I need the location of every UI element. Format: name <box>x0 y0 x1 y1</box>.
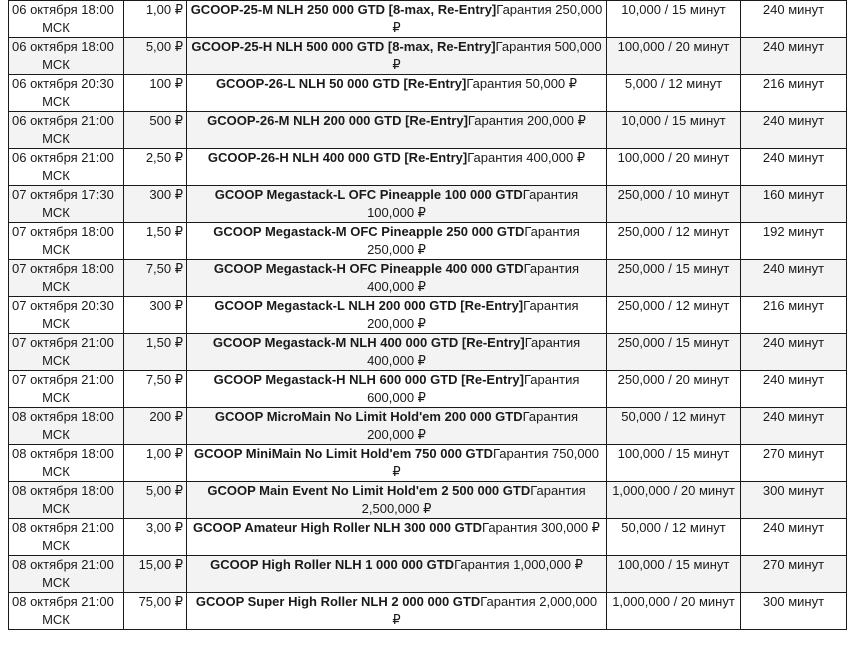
stack-blinds-cell: 50,000 / 12 минут <box>607 408 741 445</box>
buyin-cell: 7,50 ₽ <box>124 260 187 297</box>
start-time-cell <box>9 556 124 593</box>
guarantee-text: Гарантия 200,000 ₽ <box>367 409 579 442</box>
tournament-name: GCOOP Amateur High Roller NLH 300 000 GTD <box>193 520 483 535</box>
table-row <box>9 75 847 112</box>
start-time-cell <box>9 445 124 482</box>
timezone: МСК <box>42 205 70 220</box>
buyin-cell: 1,50 ₽ <box>124 334 187 371</box>
guarantee-text: Гарантия 400,000 ₽ <box>367 335 581 368</box>
tournament-name: GCOOP Megastack-H OFC Pineapple 400 000 GTD <box>213 261 524 276</box>
start-time-cell <box>9 482 124 519</box>
stack-blinds-cell: 1,000,000 / 20 минут <box>607 593 741 630</box>
table-row <box>9 1 847 38</box>
buyin-cell: 1,00 ₽ <box>124 445 187 482</box>
duration-cell: 300 минут <box>741 482 847 519</box>
tournament-name-cell <box>187 556 607 593</box>
buyin-cell: 15,00 ₽ <box>124 556 187 593</box>
table-row <box>9 223 847 260</box>
table-row <box>9 445 847 482</box>
guarantee-text: Гарантия 250,000 ₽ <box>392 2 603 35</box>
start-date: 06 октября 21:00 <box>12 150 114 165</box>
start-time-cell <box>9 75 124 112</box>
start-time-cell <box>9 38 124 75</box>
duration-cell: 240 минут <box>741 1 847 38</box>
tournament-name-cell <box>187 297 607 334</box>
guarantee-text: Гарантия 750,000 ₽ <box>392 446 600 479</box>
timezone: МСК <box>42 279 70 294</box>
start-date: 06 октября 21:00 <box>12 113 114 128</box>
tournament-name-cell <box>187 223 607 260</box>
guarantee-text: Гарантия 300,000 ₽ <box>482 520 600 535</box>
timezone: МСК <box>42 131 70 146</box>
start-time-cell <box>9 408 124 445</box>
timezone: МСК <box>42 538 70 553</box>
duration-cell: 192 минут <box>741 223 847 260</box>
start-date: 07 октября 18:00 <box>12 224 114 239</box>
stack-blinds-cell: 5,000 / 12 минут <box>607 75 741 112</box>
duration-cell: 240 минут <box>741 408 847 445</box>
duration-cell: 240 минут <box>741 371 847 408</box>
guarantee-text: Гарантия 200,000 ₽ <box>367 298 579 331</box>
stack-blinds-cell: 100,000 / 15 минут <box>607 445 741 482</box>
guarantee-text: Гарантия 400,000 ₽ <box>367 261 580 294</box>
tournament-name: GCOOP-25-M NLH 250 000 GTD [8-max, Re-Entry] <box>190 2 497 17</box>
tournament-name-cell <box>187 149 607 186</box>
tournament-name: GCOOP Megastack-L OFC Pineapple 100 000 GTD <box>214 187 523 202</box>
tournament-name: GCOOP Megastack-M NLH 400 000 GTD [Re-Entry] <box>212 335 525 350</box>
duration-cell: 240 минут <box>741 334 847 371</box>
tournament-name-cell <box>187 445 607 482</box>
timezone: МСК <box>42 612 70 627</box>
start-time-cell <box>9 223 124 260</box>
tournament-name-cell <box>187 75 607 112</box>
start-date: 06 октября 18:00 <box>12 39 114 54</box>
table-row <box>9 38 847 75</box>
timezone: МСК <box>42 316 70 331</box>
tournament-name: GCOOP Super High Roller NLH 2 000 000 GTD <box>195 594 481 609</box>
buyin-cell: 5,00 ₽ <box>124 482 187 519</box>
buyin-cell: 300 ₽ <box>124 297 187 334</box>
guarantee-text: Гарантия 2,500,000 ₽ <box>361 483 586 516</box>
stack-blinds-cell: 10,000 / 15 минут <box>607 1 741 38</box>
start-date: 08 октября 21:00 <box>12 557 114 572</box>
stack-blinds-cell: 100,000 / 15 минут <box>607 556 741 593</box>
tournament-name-cell <box>187 334 607 371</box>
stack-blinds-cell: 250,000 / 10 минут <box>607 186 741 223</box>
timezone: МСК <box>42 427 70 442</box>
start-time-cell <box>9 186 124 223</box>
tournament-name: GCOOP Main Event No Limit Hold'em 2 500 000 GTD <box>207 483 531 498</box>
stack-blinds-cell: 10,000 / 15 минут <box>607 112 741 149</box>
duration-cell: 240 минут <box>741 260 847 297</box>
stack-blinds-cell: 50,000 / 12 минут <box>607 519 741 556</box>
guarantee-text: Гарантия 50,000 ₽ <box>466 76 578 91</box>
guarantee-text: Гарантия 500,000 ₽ <box>392 39 602 72</box>
start-date: 07 октября 17:30 <box>12 187 114 202</box>
guarantee-text: Гарантия 250,000 ₽ <box>367 224 580 257</box>
guarantee-text: Гарантия 1,000,000 ₽ <box>454 557 583 572</box>
start-date: 08 октября 18:00 <box>12 483 114 498</box>
start-date: 07 октября 20:30 <box>12 298 114 313</box>
start-date: 08 октября 21:00 <box>12 520 114 535</box>
buyin-cell: 1,00 ₽ <box>124 1 187 38</box>
duration-cell: 160 минут <box>741 186 847 223</box>
table-row <box>9 593 847 630</box>
timezone: МСК <box>42 501 70 516</box>
stack-blinds-cell: 100,000 / 20 минут <box>607 38 741 75</box>
buyin-cell: 5,00 ₽ <box>124 38 187 75</box>
stack-blinds-cell: 250,000 / 12 минут <box>607 223 741 260</box>
duration-cell: 240 минут <box>741 38 847 75</box>
start-time-cell <box>9 371 124 408</box>
table-row <box>9 186 847 223</box>
table-row <box>9 334 847 371</box>
table-row <box>9 519 847 556</box>
duration-cell: 240 минут <box>741 149 847 186</box>
tournament-name: GCOOP High Roller NLH 1 000 000 GTD <box>210 557 455 572</box>
stack-blinds-cell: 100,000 / 20 минут <box>607 149 741 186</box>
buyin-cell: 500 ₽ <box>124 112 187 149</box>
timezone: МСК <box>42 464 70 479</box>
guarantee-text: Гарантия 100,000 ₽ <box>367 187 579 220</box>
guarantee-text: Гарантия 400,000 ₽ <box>467 150 586 165</box>
start-time-cell <box>9 1 124 38</box>
duration-cell: 216 минут <box>741 297 847 334</box>
tournament-name-cell <box>187 482 607 519</box>
start-time-cell <box>9 593 124 630</box>
tournament-name: GCOOP Megastack-L NLH 200 000 GTD [Re-Entry] <box>214 298 524 313</box>
tournament-name-cell <box>187 38 607 75</box>
tournament-name: GCOOP MiniMain No Limit Hold'em 750 000 GTD <box>193 446 493 461</box>
table-row <box>9 297 847 334</box>
table-row <box>9 408 847 445</box>
buyin-cell: 2,50 ₽ <box>124 149 187 186</box>
table-row <box>9 556 847 593</box>
tournament-name-cell <box>187 1 607 38</box>
start-time-cell <box>9 519 124 556</box>
table-row <box>9 371 847 408</box>
buyin-cell: 200 ₽ <box>124 408 187 445</box>
timezone: МСК <box>42 575 70 590</box>
duration-cell: 270 минут <box>741 556 847 593</box>
duration-cell: 240 минут <box>741 519 847 556</box>
duration-cell: 270 минут <box>741 445 847 482</box>
stack-blinds-cell: 250,000 / 15 минут <box>607 260 741 297</box>
start-date: 08 октября 18:00 <box>12 409 114 424</box>
tournament-name: GCOOP Megastack-H NLH 600 000 GTD [Re-Entry] <box>213 372 524 387</box>
schedule-body <box>9 1 847 630</box>
timezone: МСК <box>42 353 70 368</box>
buyin-cell: 100 ₽ <box>124 75 187 112</box>
guarantee-text: Гарантия 200,000 ₽ <box>467 113 586 128</box>
buyin-cell: 1,50 ₽ <box>124 223 187 260</box>
duration-cell: 300 минут <box>741 593 847 630</box>
buyin-cell: 3,00 ₽ <box>124 519 187 556</box>
table-row <box>9 260 847 297</box>
start-date: 06 октября 18:00 <box>12 2 114 17</box>
start-date: 08 октября 18:00 <box>12 446 114 461</box>
tournament-name-cell <box>187 593 607 630</box>
tournament-name-cell <box>187 519 607 556</box>
timezone: МСК <box>42 168 70 183</box>
tournament-name-cell <box>187 260 607 297</box>
start-time-cell <box>9 297 124 334</box>
timezone: МСК <box>42 94 70 109</box>
stack-blinds-cell: 250,000 / 20 минут <box>607 371 741 408</box>
duration-cell: 216 минут <box>741 75 847 112</box>
guarantee-text: Гарантия 2,000,000 ₽ <box>392 594 598 627</box>
table-row <box>9 149 847 186</box>
tournament-name: GCOOP-26-M NLH 200 000 GTD [Re-Entry] <box>207 113 468 128</box>
start-date: 06 октября 20:30 <box>12 76 114 91</box>
tournament-name: GCOOP-26-L NLH 50 000 GTD [Re-Entry] <box>215 76 467 91</box>
timezone: МСК <box>42 390 70 405</box>
start-time-cell <box>9 334 124 371</box>
timezone: МСК <box>42 20 70 35</box>
tournament-name: GCOOP Megastack-M OFC Pineapple 250 000 GTD <box>213 224 525 239</box>
start-time-cell <box>9 260 124 297</box>
guarantee-text: Гарантия 600,000 ₽ <box>367 372 580 405</box>
tournament-name-cell <box>187 408 607 445</box>
timezone: МСК <box>42 242 70 257</box>
start-date: 07 октября 21:00 <box>12 372 114 387</box>
start-time-cell <box>9 112 124 149</box>
buyin-cell: 300 ₽ <box>124 186 187 223</box>
tournament-name: GCOOP MicroMain No Limit Hold'em 200 000 GTD <box>214 409 523 424</box>
table-row <box>9 482 847 519</box>
table-row <box>9 112 847 149</box>
stack-blinds-cell: 250,000 / 12 минут <box>607 297 741 334</box>
buyin-cell: 7,50 ₽ <box>124 371 187 408</box>
buyin-cell: 75,00 ₽ <box>124 593 187 630</box>
stack-blinds-cell: 1,000,000 / 20 минут <box>607 482 741 519</box>
tournament-name-cell <box>187 112 607 149</box>
tournament-name-cell <box>187 186 607 223</box>
stack-blinds-cell: 250,000 / 15 минут <box>607 334 741 371</box>
tournament-name: GCOOP-26-H NLH 400 000 GTD [Re-Entry] <box>207 150 468 165</box>
tournament-name-cell <box>187 371 607 408</box>
tournament-name: GCOOP-25-H NLH 500 000 GTD [8-max, Re-Entry] <box>191 39 496 54</box>
start-date: 08 октября 21:00 <box>12 594 114 609</box>
tournament-schedule-table <box>8 0 847 630</box>
duration-cell: 240 минут <box>741 112 847 149</box>
start-time-cell <box>9 149 124 186</box>
start-date: 07 октября 21:00 <box>12 335 114 350</box>
start-date: 07 октября 18:00 <box>12 261 114 276</box>
timezone: МСК <box>42 57 70 72</box>
